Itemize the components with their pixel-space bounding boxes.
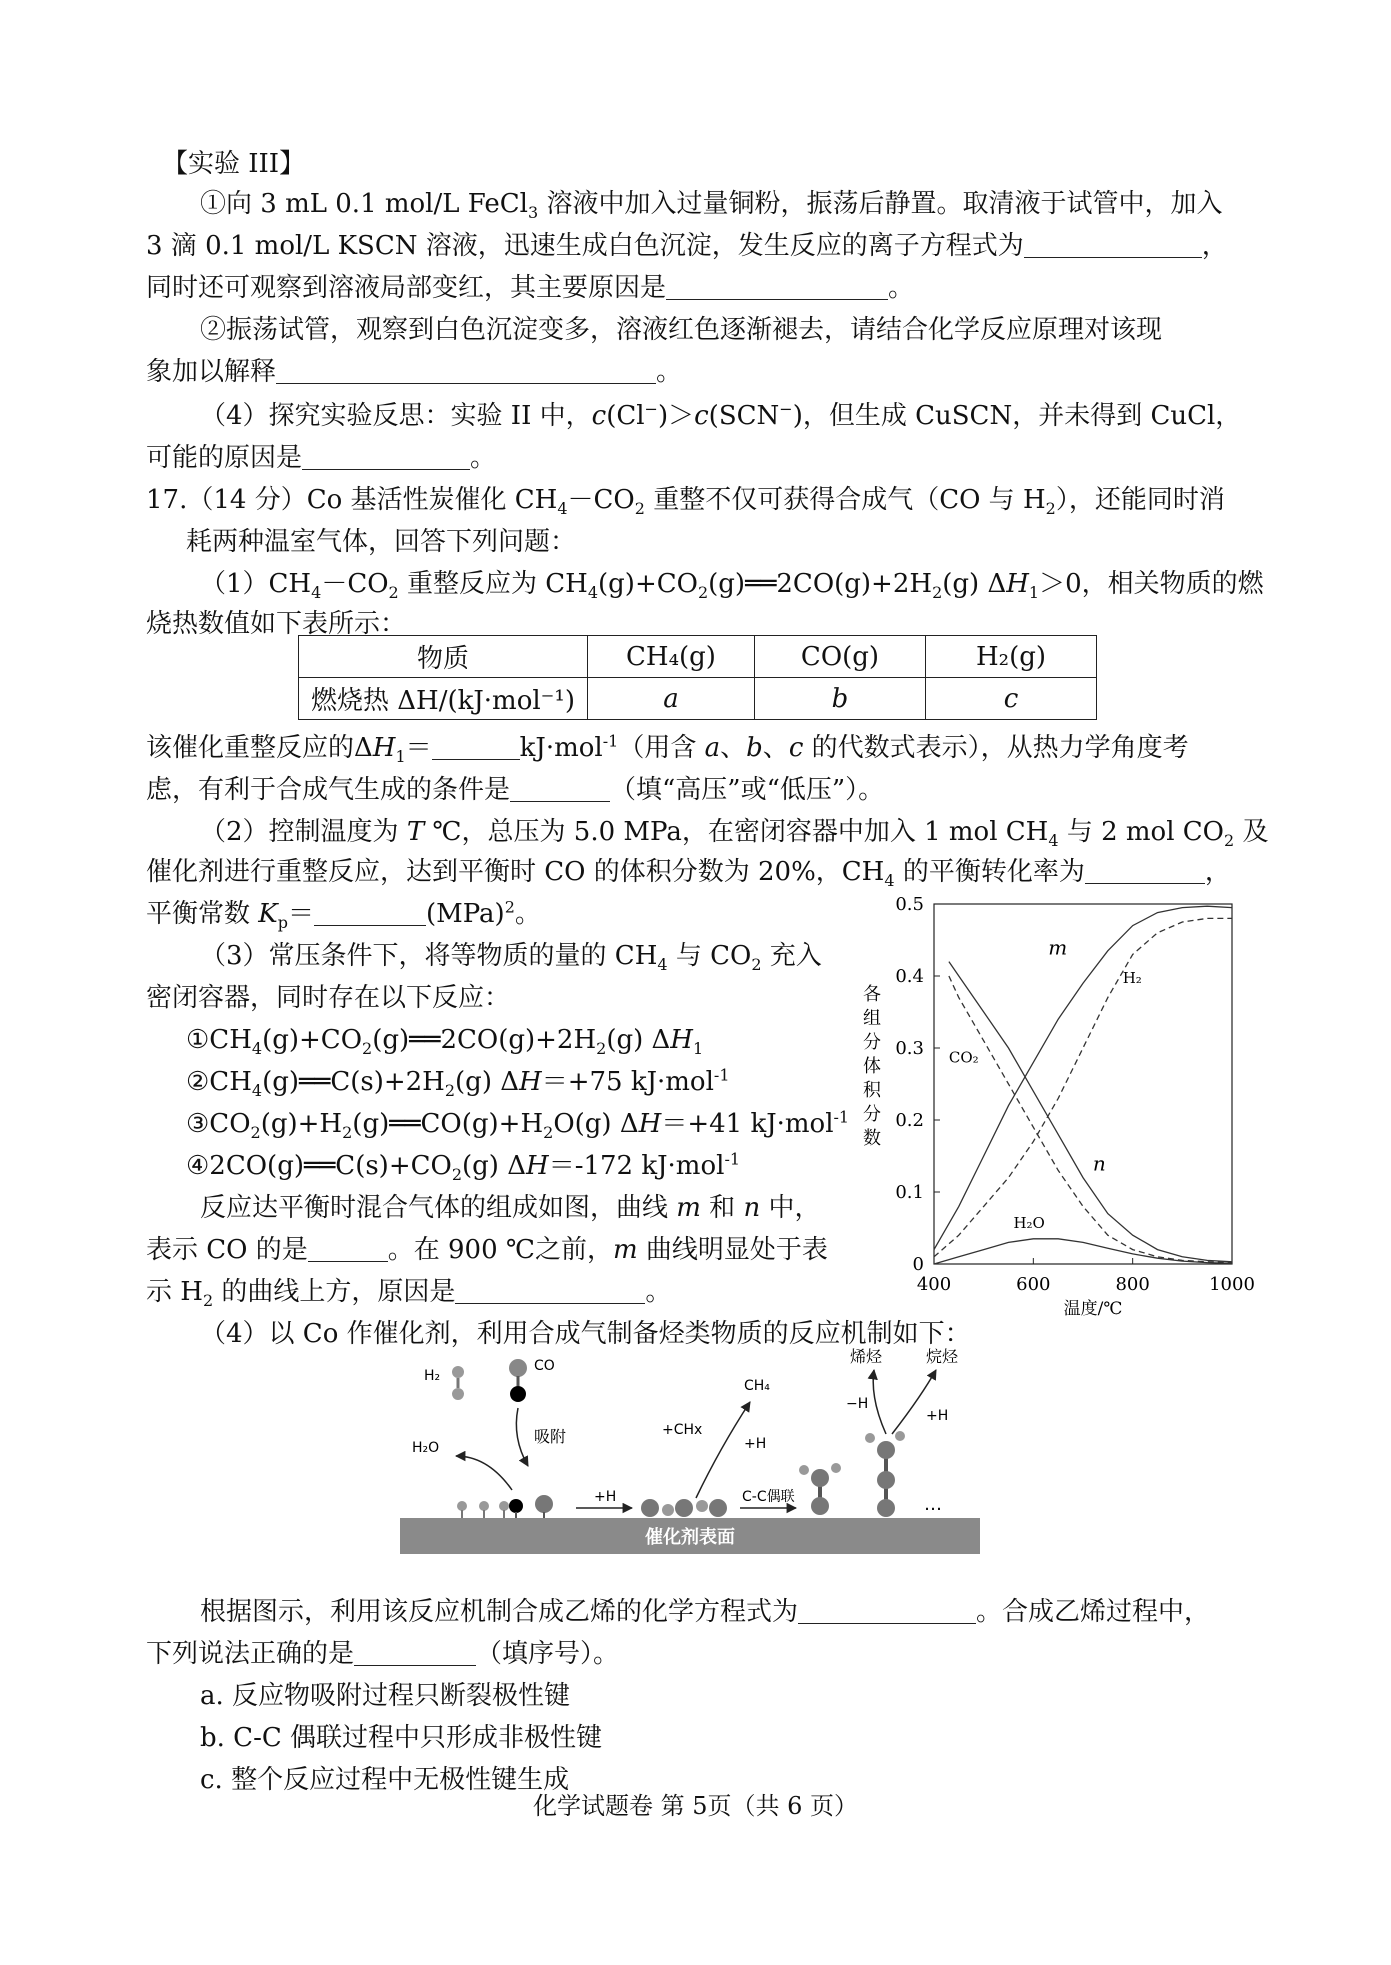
minus-h-label: −H bbox=[846, 1396, 869, 1412]
table-header-cell: CH₄(g) bbox=[588, 636, 755, 678]
series-line bbox=[934, 1239, 1232, 1264]
y-tick-label: 0.1 bbox=[895, 1182, 924, 1203]
y-axis-label-char: 积 bbox=[863, 1080, 881, 1101]
sub1-line-d: 虑，有利于合成气生成的条件是 （填“高压”或“低压”）。 bbox=[146, 775, 885, 805]
h2-molecule bbox=[452, 1366, 464, 1400]
option-b: b. C-C 偶联过程中只形成非极性键 bbox=[200, 1723, 603, 1753]
q1-line-b: 3 滴 0.1 mol/L KSCN 溶液，迅速生成白色沉淀，发生反应的离子方程式为 ， bbox=[146, 231, 1228, 261]
table-cell: b bbox=[755, 678, 926, 720]
sub3-line-c: 反应达平衡时混合气体的组成如图，曲线 m 和 n 中， bbox=[200, 1193, 821, 1223]
sub2-line-c: 平衡常数 $K_p= (MPa)^2$。 bbox=[146, 897, 541, 933]
adsorbed-species bbox=[457, 1495, 553, 1518]
sub3-line-a: （3）常压条件下，将等物质的量的 $CH_4$ 与 $CO_2$ 充入 bbox=[200, 941, 822, 975]
q4-line-b: 可能的原因是 。 bbox=[146, 443, 497, 473]
option-a: a. 反应物吸附过程只断裂极性键 bbox=[200, 1681, 571, 1711]
chx-species bbox=[641, 1499, 727, 1517]
table-row-label: 燃烧热 ΔH/(kJ·mol⁻¹) bbox=[299, 678, 588, 720]
composition-chart bbox=[858, 888, 1258, 1319]
page-footer: 化学试题卷 第 5页（共 6 页） bbox=[532, 1792, 859, 1820]
sub3-line-e: 示 $H_2$ 的曲线上方，原因是 。 bbox=[146, 1277, 672, 1311]
co-molecule bbox=[509, 1359, 527, 1402]
problem-17-line-b: 耗两种温室气体，回答下列问题： bbox=[186, 527, 577, 557]
series-line bbox=[949, 962, 1232, 1262]
sub4-line-c: 下列说法正确的是 （填序号）。 bbox=[146, 1639, 620, 1669]
adsorb-label: 吸附 bbox=[534, 1427, 567, 1446]
table-cell: a bbox=[588, 678, 755, 720]
x-tick-label: 1000 bbox=[1209, 1274, 1255, 1295]
plus-h-label: +H bbox=[594, 1489, 617, 1505]
series-line bbox=[949, 976, 1232, 1263]
q2-line-b: 象加以解释 。 bbox=[146, 357, 683, 387]
y-axis-label-char: 分 bbox=[863, 1104, 881, 1125]
plus-h-label-3: +H bbox=[926, 1408, 949, 1424]
q2-line-a: ②振荡试管，观察到白色沉淀变多，溶液红色逐渐褪去，请结合化学反应原理对该现 bbox=[200, 315, 1163, 345]
curve-label: m bbox=[1048, 935, 1068, 960]
sub3-line-b: 密闭容器，同时存在以下反应： bbox=[146, 983, 511, 1013]
series-line bbox=[934, 906, 1232, 1249]
y-axis-label-char: 分 bbox=[863, 1032, 881, 1053]
problem-17-line-a: 17.（14 分）Co 基活性炭催化 $CH_4-CO_2$ 重整不仅可获得合成气（CO 与 $H_2$），还能同时消 bbox=[146, 485, 1225, 519]
reaction-4: $④2CO(g)══C(s)+CO_2(g)$ ΔH＝-172 kJ·mol$^{-1}$ bbox=[186, 1149, 741, 1185]
answer-blank[interactable] bbox=[276, 357, 656, 384]
table-row bbox=[299, 678, 1097, 720]
alkene-label: 烯烃 bbox=[850, 1347, 883, 1366]
answer-blank[interactable] bbox=[1085, 857, 1205, 884]
table-row bbox=[299, 636, 1097, 678]
x-tick-label: 800 bbox=[1115, 1274, 1150, 1295]
table-cell: c bbox=[926, 678, 1097, 720]
table-header-cell: H₂(g) bbox=[926, 636, 1097, 678]
x-tick-label: 600 bbox=[1016, 1274, 1051, 1295]
series-line bbox=[934, 918, 1232, 1256]
q1-line-c: 同时还可观察到溶液局部变红，其主要原因是 。 bbox=[146, 273, 915, 303]
answer-blank[interactable] bbox=[432, 733, 520, 760]
sub4-line-b: 根据图示，利用该反应机制合成乙烯的化学方程式为 。合成乙烯过程中， bbox=[200, 1597, 1211, 1627]
y-tick-label: 0.4 bbox=[895, 966, 924, 987]
answer-blank[interactable] bbox=[1024, 231, 1202, 258]
surface-label: 催化剂表面 bbox=[645, 1527, 735, 1548]
table-header-cell: CO(g) bbox=[755, 636, 926, 678]
sub1-line-b: 烧热数值如下表所示： bbox=[146, 609, 407, 639]
reaction-1: $①CH_4(g)+CO_2(g)══2CO(g)+2H_2(g)$ $\Delta H_1$ bbox=[186, 1025, 704, 1059]
table-header-cell: 物质 bbox=[299, 636, 588, 678]
curve-label: H₂O bbox=[1013, 1214, 1045, 1232]
x-tick-label: 400 bbox=[916, 1274, 952, 1295]
curve-label: n bbox=[1092, 1151, 1106, 1176]
answer-blank[interactable] bbox=[798, 1597, 976, 1624]
answer-blank[interactable] bbox=[314, 899, 426, 926]
ch4-label: CH₄ bbox=[744, 1378, 770, 1394]
sub1-line-c: 该催化重整反应的$\Delta H_1= kJ\cdot mol^{-1}$（用含 a、b、c 的代数式表示），从热力学角度考 bbox=[146, 731, 1189, 767]
combustion-heat-table bbox=[298, 635, 1097, 720]
sub4-line-a: （4）以 Co 作催化剂，利用合成气制备烃类物质的反应机制如下： bbox=[200, 1319, 971, 1349]
y-axis-label-char: 组 bbox=[863, 1008, 881, 1029]
curve-label: H₂ bbox=[1122, 969, 1142, 988]
reaction-3: $③CO_2(g)+H_2(g)══CO(g)+H_2O(g)$ ΔH＝+41 kJ·mol$^{-1}$ bbox=[186, 1107, 850, 1143]
reaction-2: $②CH_4(g)══C(s)+2H_2(g)$ ΔH＝+75 kJ·mol$^{-1}$ bbox=[186, 1065, 730, 1101]
h2-label: H₂ bbox=[424, 1368, 441, 1384]
ellipsis: … bbox=[924, 1494, 942, 1515]
sub2-line-b: 催化剂进行重整反应，达到平衡时 CO 的体积分数为 20%，$CH_4$ 的平衡转化率为 ， bbox=[146, 857, 1231, 891]
sub2-line-a: （2）控制温度为 T ℃，总压为 5.0 MPa，在密闭容器中加入 1 mol $CH_4$ 与 2 mol $CO_2$ 及 bbox=[200, 817, 1269, 851]
sub3-line-d: 表示 CO 的是 。在 900 ℃之前，m 曲线明显处于表 bbox=[146, 1235, 828, 1265]
answer-blank[interactable] bbox=[354, 1639, 476, 1666]
curve-label: CO₂ bbox=[948, 1048, 979, 1067]
y-tick-label: 0.2 bbox=[895, 1110, 924, 1131]
plot-frame bbox=[934, 904, 1232, 1264]
coupled-chain bbox=[799, 1431, 905, 1517]
q4-line-a: （4）探究实验反思：实验 II 中，c(Cl−)＞c(SCN−)，但生成 CuSCN，并未得到 CuCl， bbox=[200, 399, 1242, 431]
answer-blank[interactable] bbox=[666, 273, 888, 300]
y-axis-label-char: 各 bbox=[863, 984, 881, 1005]
y-axis-label-char: 数 bbox=[863, 1128, 881, 1149]
answer-blank[interactable] bbox=[455, 1277, 645, 1304]
alkane-label: 烷烃 bbox=[926, 1347, 959, 1366]
plus-chx-label: +CHx bbox=[662, 1422, 703, 1438]
y-tick-label: 0 bbox=[912, 1254, 924, 1275]
plus-h-label-2: +H bbox=[744, 1436, 767, 1452]
cc-coupling-label: C-C偶联 bbox=[742, 1489, 795, 1505]
answer-blank[interactable] bbox=[510, 775, 610, 802]
option-c: c. 整个反应过程中无极性键生成 bbox=[200, 1765, 570, 1795]
exp3-title: 【实验 III】 bbox=[162, 149, 306, 179]
y-tick-label: 0.5 bbox=[895, 894, 924, 915]
reaction-mechanism-diagram bbox=[400, 1338, 1000, 1568]
y-axis-label-char: 体 bbox=[863, 1056, 881, 1077]
h2o-label: H₂O bbox=[412, 1440, 440, 1456]
y-tick-label: 0.3 bbox=[895, 1038, 924, 1059]
co-label: CO bbox=[534, 1358, 555, 1374]
x-axis-label: 温度/℃ bbox=[1063, 1299, 1123, 1319]
sub1-line-a: $(1)CH_4-CO_2$ 重整反应为 $CH_4(g)+CO_2(g)══2CO(g)+2H_2(g)$ $\Delta H_1>0$，相关物质的燃 bbox=[200, 569, 1264, 603]
q1-line-a: ①向 3 mL 0.1 mol/L FeCl$_3$ 溶液中加入过量铜粉，振荡后静置。取清液于试管中，加入 bbox=[200, 189, 1223, 223]
answer-blank[interactable] bbox=[308, 1235, 388, 1262]
answer-blank[interactable] bbox=[302, 443, 470, 470]
